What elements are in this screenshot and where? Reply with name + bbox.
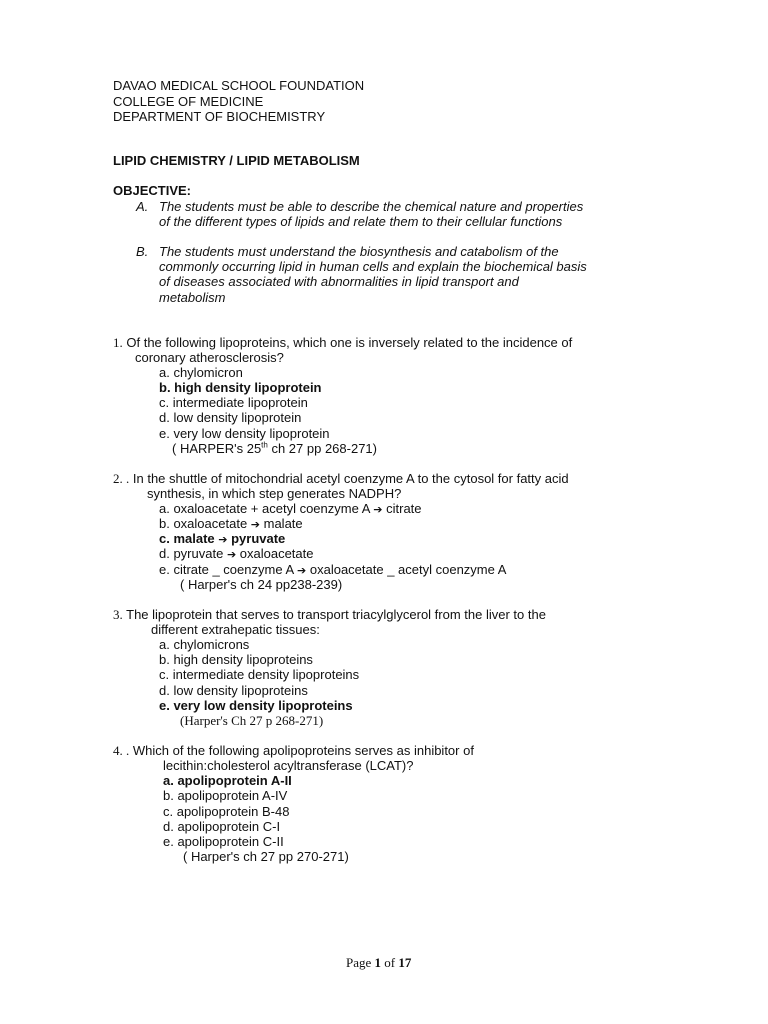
question-1-option-c: c. intermediate lipoprotein: [159, 395, 308, 410]
of-word: of: [384, 955, 396, 970]
arrow-icon: ➔: [218, 533, 228, 546]
question-1-option-a: a. chylomicron: [159, 365, 243, 380]
question-1-number: 1.: [113, 335, 123, 350]
school-name: DAVAO MEDICAL SCHOOL FOUNDATION: [113, 78, 365, 93]
page-total: 17: [398, 955, 412, 970]
arrow-icon: ➔: [250, 518, 261, 531]
option-text: b. oxaloacetate: [159, 516, 251, 531]
question-4-option-b: b. apolipoprotein A-IV: [163, 788, 288, 803]
option-text: citrate: [382, 501, 422, 516]
question-4-option-d: d. apolipoprotein C-I: [163, 819, 281, 834]
question-3-text: The lipoprotein that serves to transport triacylglycerol from the liver to the: [126, 607, 546, 622]
question-3-reference: (Harper's Ch 27 p 268-271): [180, 713, 324, 728]
option-text: a. oxaloacetate + acetyl coenzyme A: [159, 501, 374, 516]
option-text: oxaloacetate: [236, 546, 314, 561]
question-1-text: Of the following lipoproteins, which one is inversely related to the incidence of: [126, 335, 573, 350]
objective-label: OBJECTIVE:: [113, 183, 192, 198]
objective-b-line: metabolism: [159, 290, 226, 305]
question-1-option-d: d. low density lipoprotein: [159, 410, 302, 425]
question-1-ref-text: ( HARPER's 25: [172, 441, 262, 456]
question-2-stem: [113, 471, 569, 486]
question-3-option-a: a. chylomicrons: [159, 637, 250, 652]
option-text: oxaloacetate _ acetyl coenzyme A: [306, 562, 507, 577]
objective-b-line: commonly occurring lipid in human cells and explain the biochemical basis: [159, 259, 587, 274]
page-footer: [346, 955, 411, 970]
question-2-number: 2. .: [113, 471, 130, 486]
objective-b-line: The students must understand the biosynthesis and catabolism of the: [159, 244, 559, 259]
question-1-ref-text-end: ch 27 pp 268-271): [267, 441, 377, 456]
question-1-ref-sup: th: [261, 440, 268, 450]
question-3-stem: [113, 607, 546, 622]
objective-a-line: of the different types of lipids and relate them to their cellular functions: [159, 214, 563, 229]
option-text: e. citrate _ coenzyme A: [159, 562, 298, 577]
question-2-option-c-answer: [159, 531, 285, 547]
question-1-option-b-answer: b. high density lipoprotein: [159, 380, 322, 395]
question-2-option-a: [159, 501, 422, 517]
arrow-icon: ➔: [297, 564, 307, 577]
question-2-text: In the shuttle of mitochondrial acetyl coenzyme A to the cytosol for fatty acid: [132, 471, 569, 486]
question-3-number: 3.: [113, 607, 123, 622]
question-3-text-cont: different extrahepatic tissues:: [151, 622, 320, 637]
option-text: d. pyruvate: [159, 546, 227, 561]
question-2-option-d: [159, 546, 314, 562]
question-4-text-cont: lecithin:cholesterol acyltransferase (LCAT)?: [163, 758, 414, 773]
question-2-option-b: [159, 516, 303, 532]
question-3-option-c: c. intermediate density lipoproteins: [159, 667, 360, 682]
question-1-text-cont: coronary atherosclerosis?: [135, 350, 284, 365]
page-number: 1: [374, 955, 382, 970]
page-word: Page: [346, 955, 372, 970]
option-text: malate: [260, 516, 303, 531]
question-3-option-b: b. high density lipoproteins: [159, 652, 313, 667]
question-1-option-e: e. very low density lipoprotein: [159, 426, 330, 441]
question-4-number: 4. .: [113, 743, 130, 758]
question-4-option-e: e. apolipoprotein C-II: [163, 834, 284, 849]
question-1-stem: [113, 335, 572, 350]
objective-b-marker: B.: [136, 244, 149, 259]
question-3-option-d: d. low density lipoproteins: [159, 683, 308, 698]
objective-a-line: The students must be able to describe the chemical nature and properties: [159, 199, 584, 214]
question-3-option-e-answer: e. very low density lipoproteins: [159, 698, 353, 713]
question-1-reference: [172, 441, 377, 456]
question-4-stem: [113, 743, 474, 758]
question-4-option-a-answer: a. apolipoprotein A-II: [163, 773, 292, 788]
question-4-reference: ( Harper's ch 27 pp 270-271): [183, 849, 349, 864]
arrow-icon: ➔: [373, 503, 383, 516]
question-4-option-c: c. apolipoprotein B-48: [163, 804, 290, 819]
question-2-text-cont: synthesis, in which step generates NADPH?: [147, 486, 402, 501]
college-name: COLLEGE OF MEDICINE: [113, 94, 264, 109]
objective-b-line: of diseases associated with abnormalities in lipid transport and: [159, 274, 519, 289]
question-2-reference: ( Harper's ch 24 pp238-239): [180, 577, 343, 592]
objective-a-marker: A.: [136, 199, 149, 214]
arrow-icon: ➔: [226, 548, 237, 561]
page-title: LIPID CHEMISTRY / LIPID METABOLISM: [113, 153, 360, 168]
department-name: DEPARTMENT OF BIOCHEMISTRY: [113, 109, 326, 124]
option-text: pyruvate: [227, 531, 286, 546]
question-4-text: Which of the following apolipoproteins serves as inhibitor of: [132, 743, 474, 758]
option-text: c. malate: [159, 531, 219, 546]
question-2-option-e: [159, 562, 506, 578]
